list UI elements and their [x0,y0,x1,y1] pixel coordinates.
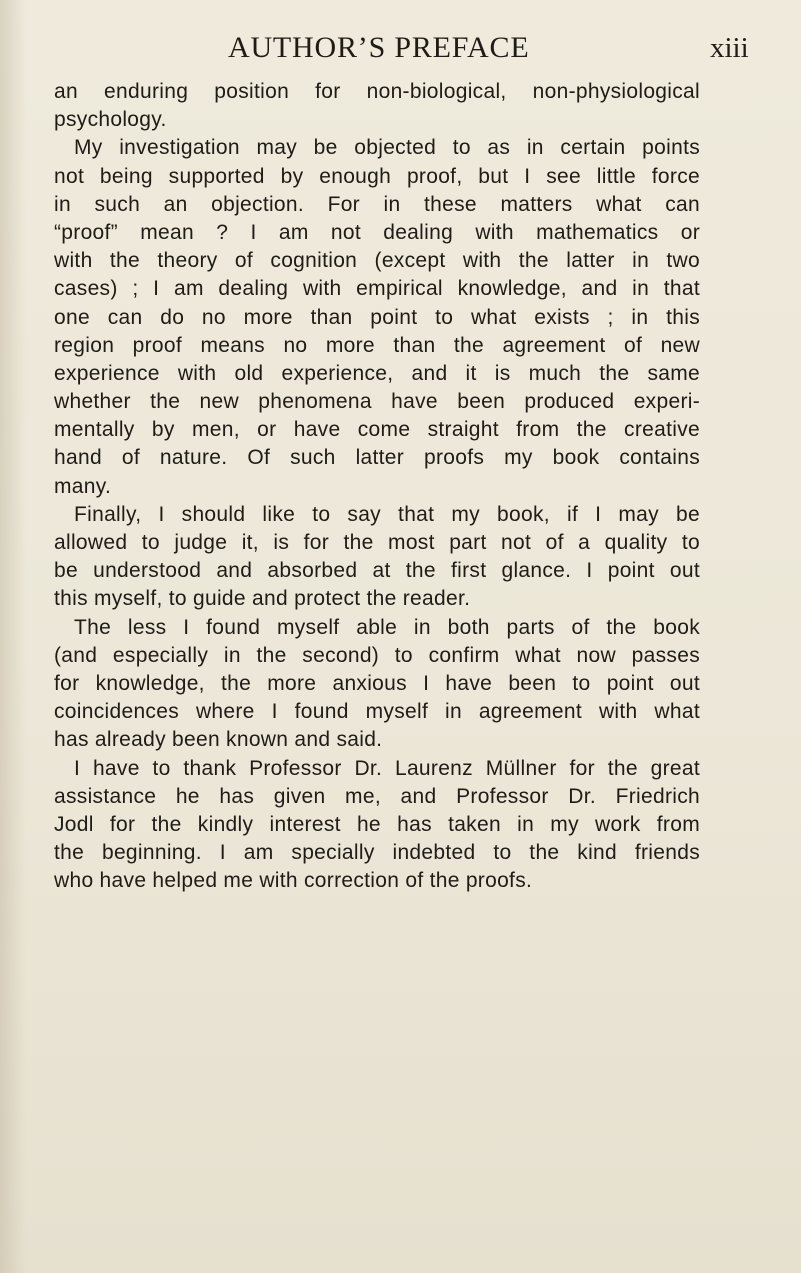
text-line: allowed to judge it, is for the most part not of a quality to [54,531,700,554]
text-line: mentally by men, or have come straight from the creative [54,418,700,442]
text-line: cases) ; I am dealing with empirical knowledge, and in that [54,277,700,301]
text-line: assistance he has given me, and Professor Dr. Friedrich [54,784,700,808]
text-line: My investigation may be objected to as in certain points [74,136,700,160]
text-line: in such an objection. For in these matters what can [54,192,700,216]
text-line: has already been known and said. [54,728,383,752]
text-line: hand of nature. Of such latter proofs my book contains [54,446,700,470]
page-number: xiii [710,32,749,64]
text-line: who have helped me with correction of the proofs. [54,869,533,893]
text-line: “proof” mean ? I am not dealing with mathematics or [54,220,700,244]
text-line: The less I found myself able in both parts of the book [74,615,700,639]
text-line: with the theory of cognition (except with the latter in two [54,249,700,273]
text-line: Finally, I should like to say that my book, if I may be [74,502,700,526]
text-line: be understood and absorbed at the first glance. I point out [54,559,700,583]
text-line: psychology. [54,108,167,132]
text-line: I have to thank Professor Dr. Laurenz Müllner for the great [74,756,700,780]
text-line: experience with old experience, and it is much the same [54,361,700,385]
running-head [0,28,801,68]
text-line: many. [54,474,112,498]
text-line: the beginning. I am specially indebted to the kind friends [54,841,700,865]
text-line: coincidences where I found myself in agreement with what [54,700,700,724]
text-line: for knowledge, the more anxious I have been to point out [54,671,700,695]
running-head-title: AUTHOR’S PREFACE [228,31,530,64]
preface-body-text [54,78,700,895]
text-line: one can do no more than point to what exists ; in this [54,305,700,329]
text-line: whether the new phenomena have been produced experi- [54,390,700,414]
text-line: Jodl for the kindly interest he has taken in my work from [54,812,700,836]
text-line: an enduring position for non-biological, non-physiological [54,80,700,103]
text-line: region proof means no more than the agreement of new [54,333,700,357]
text-line: (and especially in the second) to confirm what now passes [54,643,700,667]
text-line: this myself, to guide and protect the reader. [54,587,471,611]
text-line: not being supported by enough proof, but I see little force [54,164,700,188]
